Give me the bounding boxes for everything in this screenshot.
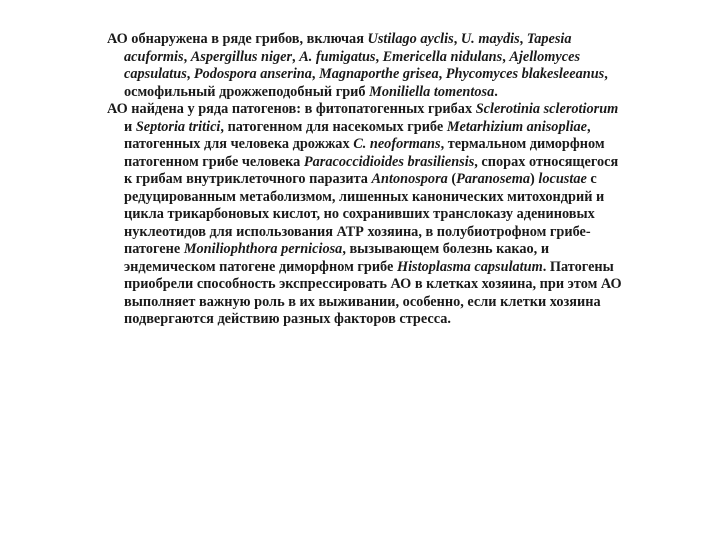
text-run: , осмофильный дрожжеподобный гриб bbox=[124, 66, 608, 100]
species-name: Moniliella tomentosa bbox=[369, 83, 495, 100]
paragraph-fungi bbox=[107, 31, 627, 101]
text-run: ) bbox=[530, 171, 539, 187]
species-name: Metarhizium anisopliae bbox=[446, 118, 588, 135]
species-name: Septoria tritici bbox=[135, 118, 221, 135]
text-run: , bbox=[375, 48, 383, 65]
text-run: . bbox=[494, 83, 498, 100]
species-name: Tapesia acuformis bbox=[124, 31, 572, 65]
species-name: Ajellomyces capsulatus bbox=[124, 48, 581, 82]
text-run: , bbox=[183, 48, 191, 65]
species-name: Emericella nidulans bbox=[382, 48, 503, 65]
text-run: . Патогены приобрели способность экспрессировать АО в клетках хозяина, при этом АО выполняет важную роль в их выживании, особенно, если клетки хозяина подвергаются действию разных факторов стресса. bbox=[124, 258, 622, 327]
species-name: C. neoformans bbox=[353, 136, 441, 152]
species-name: Antonospora bbox=[371, 171, 448, 187]
slide-body-text bbox=[107, 31, 627, 329]
species-name: Ustilago ayclis bbox=[367, 31, 454, 47]
species-name: Paranosema bbox=[456, 171, 531, 187]
text-run: и bbox=[124, 118, 136, 135]
species-name: Sclerotinia sclerotiorum bbox=[475, 101, 619, 117]
species-name: Phycomyces blakesleeanus bbox=[445, 66, 605, 82]
species-name: A. fumigatus bbox=[299, 48, 376, 65]
text-run: , bbox=[186, 66, 194, 82]
species-name: Podospora anserina bbox=[193, 66, 312, 82]
species-name: Moniliophthora perniciosa bbox=[183, 241, 343, 257]
species-name: Aspergillus niger bbox=[190, 48, 293, 65]
text-run: , вызывающем болезнь какао, и эндемическом патогене диморфном грибе bbox=[124, 241, 550, 275]
text-run: , термальном диморфном патогенном грибе человека bbox=[124, 136, 605, 170]
text-run: , bbox=[519, 31, 527, 47]
species-name: locustae bbox=[538, 171, 587, 187]
species-name: U. maydis bbox=[460, 31, 520, 47]
text-run: АО обнаружена в ряде грибов, включая bbox=[107, 31, 368, 47]
text-run: , патогенном для насекомых грибе bbox=[220, 118, 447, 135]
text-run: АО найдена у ряда патогенов: в фитопатогенных грибах bbox=[107, 101, 476, 117]
text-run: , bbox=[311, 66, 320, 82]
text-run: , bbox=[438, 66, 446, 82]
text-run: , патогенных для человека дрожжах bbox=[124, 118, 591, 152]
species-name: Paracoccidioides brasiliensis bbox=[303, 153, 475, 170]
species-name: Histoplasma capsulatum bbox=[396, 258, 543, 275]
text-run: , bbox=[453, 31, 461, 47]
text-run: с редуцированным метаболизмом, лишенных канонических митохондрий и цикла трикарбоновых кислот, но сохранивших транслоказу адениновых нуклеотидов для использования АТР хозяина, в полубиотрофном грибе-патогене bbox=[124, 171, 605, 257]
text-run: , bbox=[292, 48, 300, 65]
paragraph-pathogens bbox=[107, 101, 627, 329]
text-run: ( bbox=[447, 171, 457, 187]
text-run: , bbox=[502, 48, 510, 65]
species-name: Magnaporthe grisea bbox=[319, 66, 439, 82]
text-run: , спорах относящегося к грибам внутриклеточного паразита bbox=[124, 153, 619, 187]
